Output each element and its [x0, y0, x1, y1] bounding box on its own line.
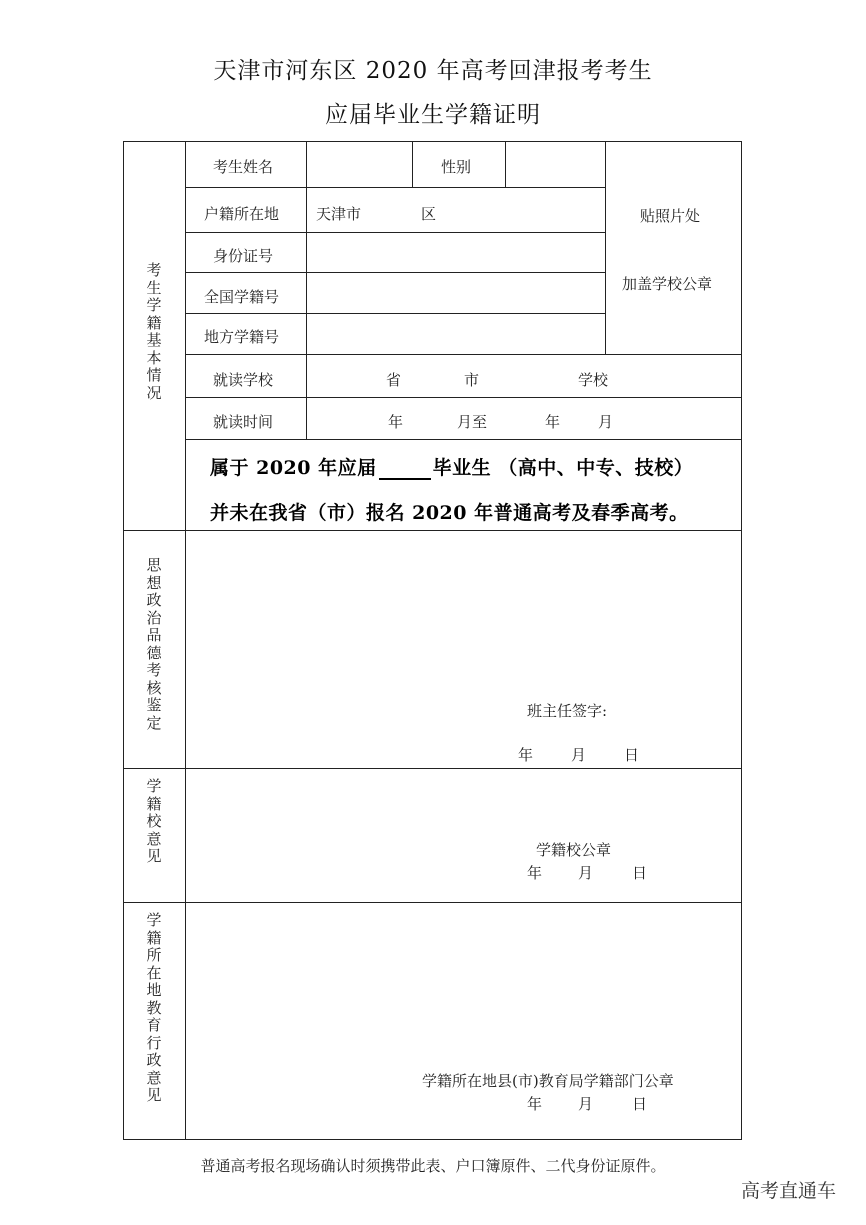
label-hukou: 户籍所在地: [204, 205, 280, 223]
s3-date-year: 年: [527, 864, 543, 882]
document-title-line2: 应届毕业生学籍证明: [325, 102, 541, 128]
school-name-suffix: 学校: [578, 371, 609, 389]
label-school: 就读学校: [213, 371, 274, 389]
label-national-student-id: 全国学籍号: [204, 288, 280, 306]
s3-date-month: 月: [578, 864, 594, 882]
label-name: 考生姓名: [213, 158, 274, 176]
period-month-to: 月至: [457, 413, 488, 431]
label-id-number: 身份证号: [213, 247, 274, 265]
s2-date-month: 月: [571, 746, 587, 764]
statement-line2: 并未在我省（市）报名 2020 年普通高考及春季高考。: [210, 502, 689, 524]
photo-area-text: 贴照片处: [640, 207, 701, 225]
statement-line1-post: 毕业生 （高中、中专、技校）: [432, 457, 694, 479]
document-title-line1: 天津市河东区 2020 年高考回津报考考生: [213, 58, 653, 84]
section-heading-basic-info: 考生学籍基本情况: [146, 261, 162, 402]
graduate-type-blank: [379, 460, 431, 480]
photo-seal-text: 加盖学校公章: [622, 275, 713, 293]
bureau-seal-label: 学籍所在地县(市)教育局学籍部门公章: [422, 1072, 674, 1090]
school-province: 省: [386, 371, 402, 389]
s4-date-year: 年: [527, 1095, 543, 1113]
section-heading-moral-assessment: 思想政治品德考核鉴定: [146, 556, 162, 732]
label-gender: 性别: [441, 158, 472, 176]
section-heading-school-opinion: 学籍校意见: [146, 777, 162, 865]
footer-note: 普通高考报名现场确认时须携带此表、户口簿原件、二代身份证原件。: [200, 1157, 666, 1175]
s2-date-year: 年: [518, 746, 534, 764]
watermark: 高考直通车: [740, 1180, 836, 1202]
hukou-city: 天津市: [316, 205, 362, 223]
s2-date-day: 日: [624, 746, 640, 764]
period-year-end: 年: [545, 413, 561, 431]
label-local-student-id: 地方学籍号: [204, 328, 280, 346]
period-month-end: 月: [598, 413, 614, 431]
statement-line1: [210, 453, 693, 480]
period-year-start: 年: [388, 413, 404, 431]
hukou-district: 区: [421, 205, 437, 223]
s3-date-day: 日: [632, 864, 648, 882]
teacher-signature-label: 班主任签字:: [527, 702, 608, 720]
section-heading-education-bureau-opinion: 学籍所在地教育行政意见: [146, 911, 162, 1104]
s4-date-month: 月: [578, 1095, 594, 1113]
statement-line1-pre: 属于 2020 年应届: [210, 457, 377, 479]
school-seal-label: 学籍校公章: [536, 841, 612, 859]
school-city: 市: [464, 371, 480, 389]
s4-date-day: 日: [632, 1095, 648, 1113]
label-study-period: 就读时间: [213, 413, 274, 431]
